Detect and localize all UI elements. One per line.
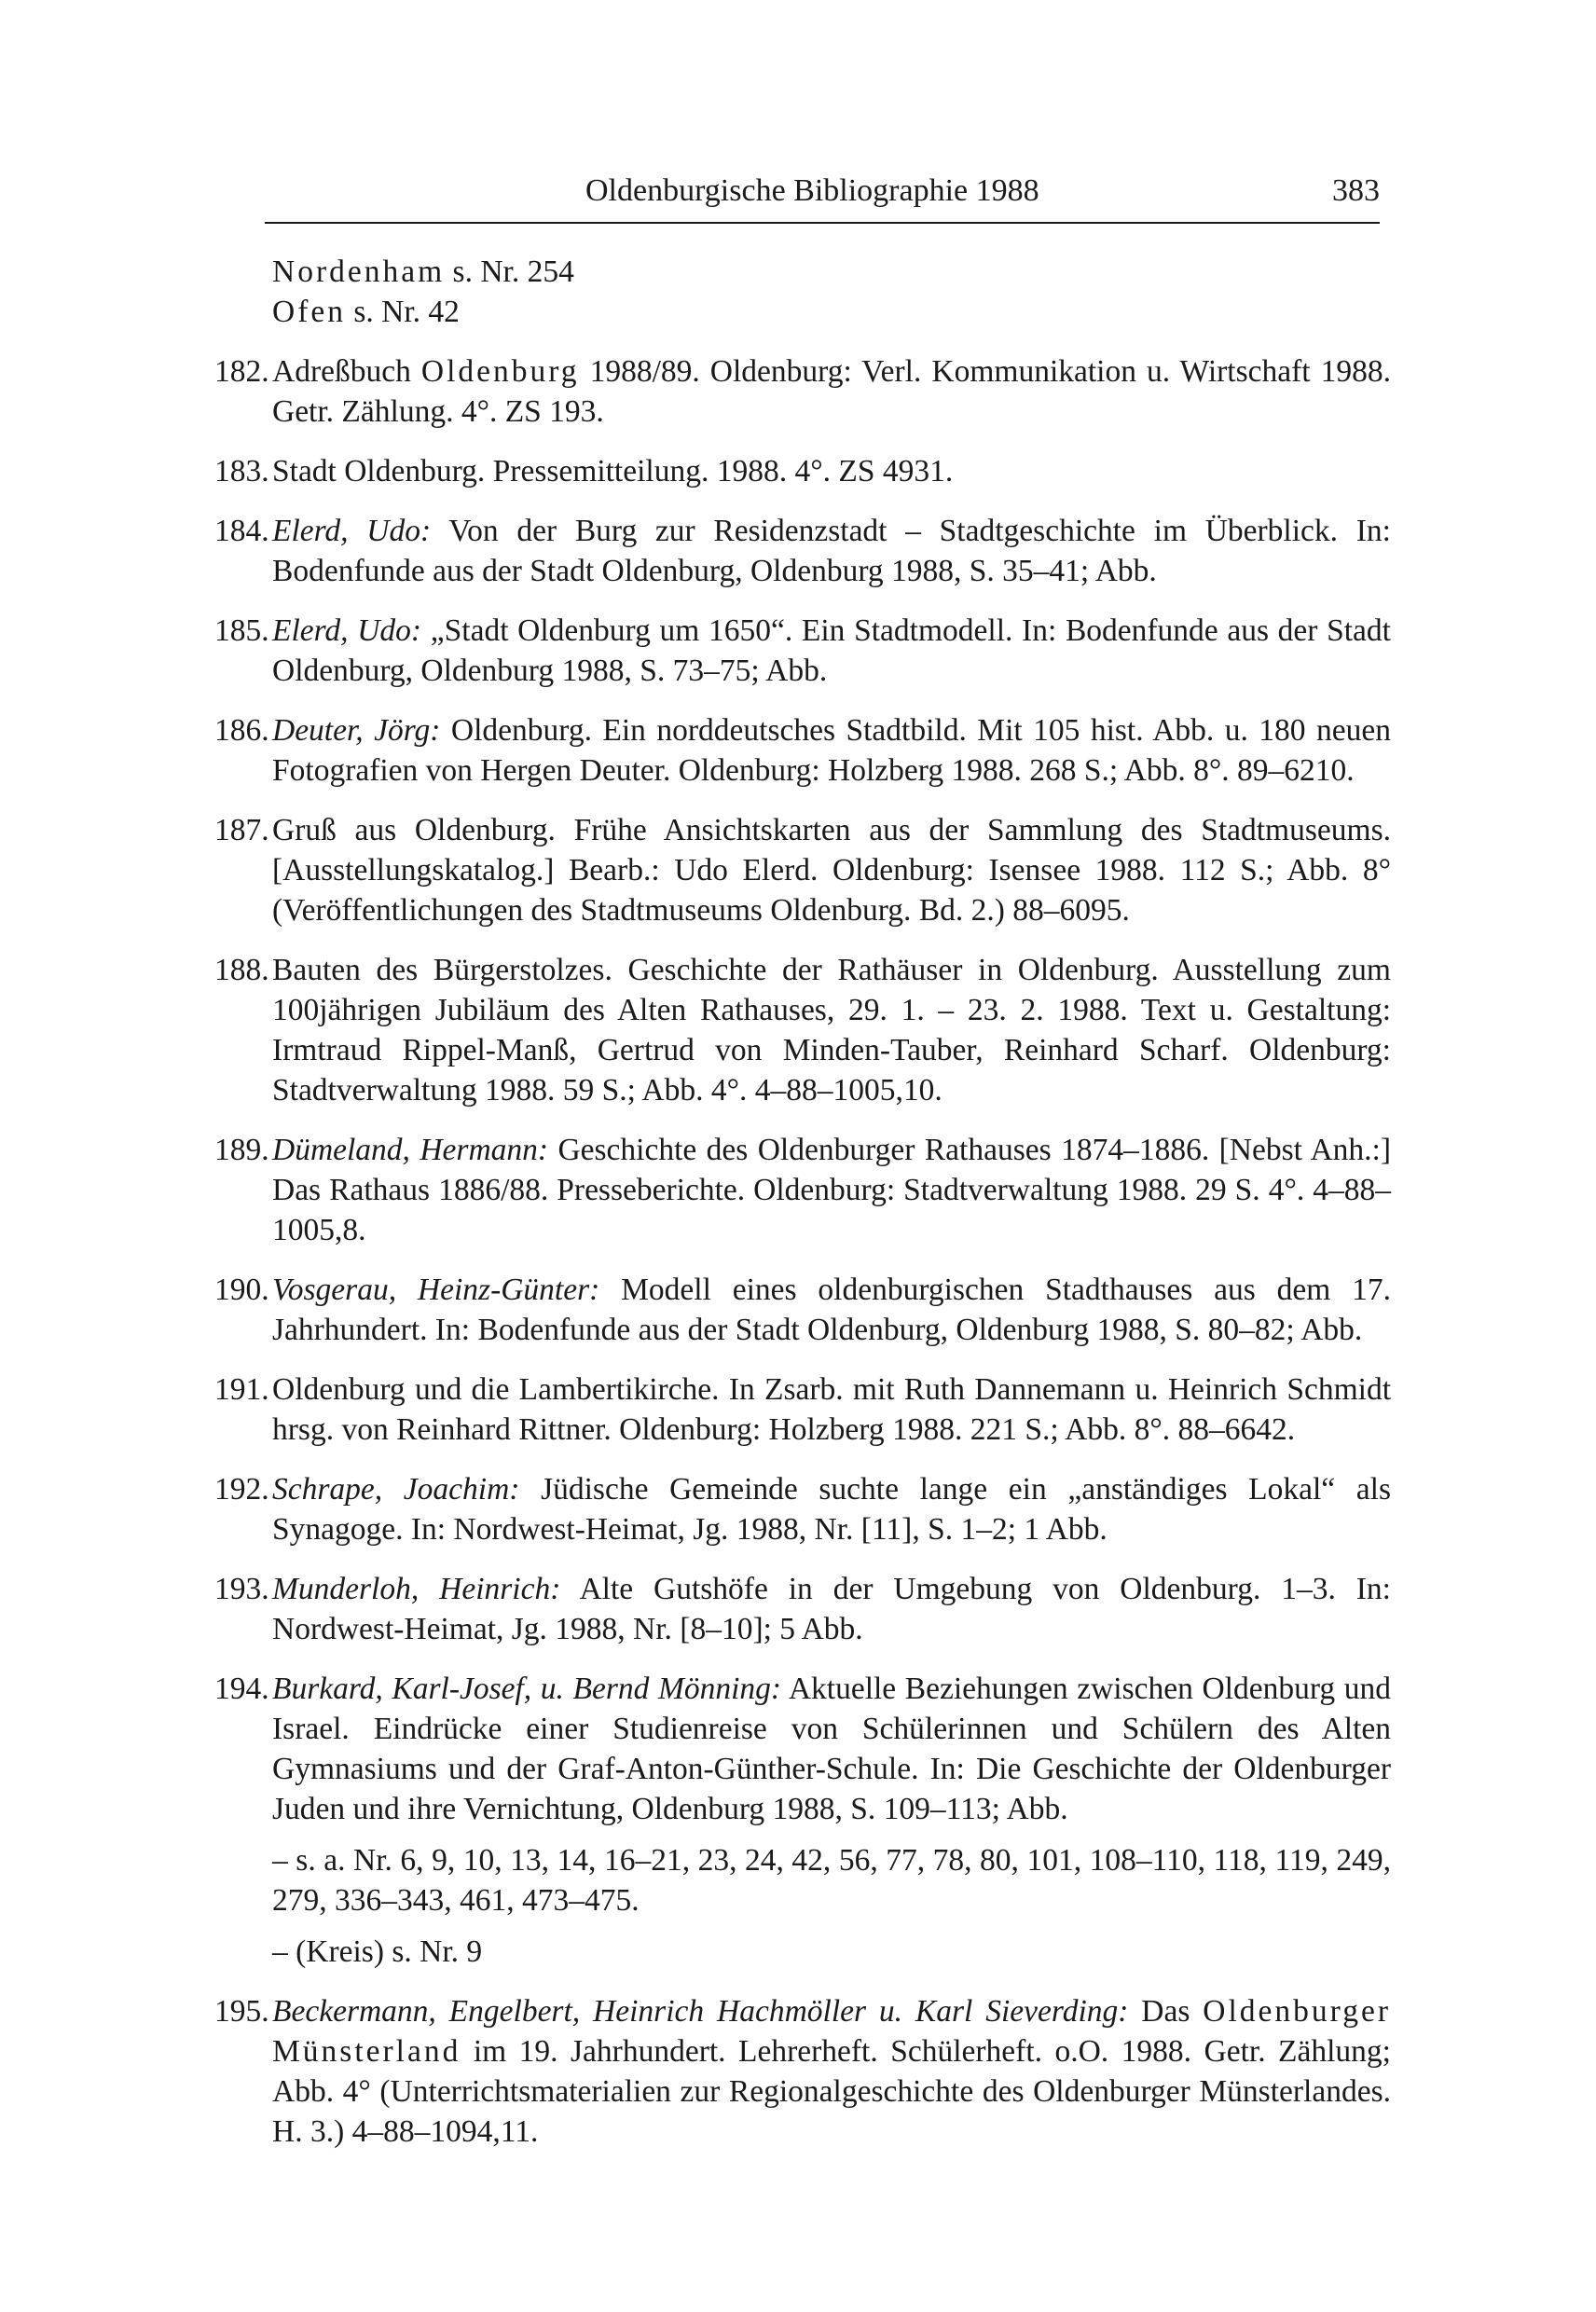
bibliography-body [214, 252, 1391, 2152]
entry-text: Gruß aus Oldenburg. Frühe Ansichtskarten aus der Sammlung des Stadtmuseums. [Ausstellungskatalog.] Bearb.: Udo Elerd. Oldenburg: Isensee 1988. 112 S.; Abb. 8° (Veröffentlichungen des Stadtmuseums Oldenburg. Bd. 2.) 88–6095. [272, 813, 1391, 928]
entry-text: Bauten des Bürgerstolzes. Geschichte der Rathäuser in Oldenburg. Ausstellung zum 100jährigen Jubiläum des Alten Rathauses, 29. 1. – 23. 2. 1988. Text u. Gestaltung: Irmtraud Rippel-Manß, Gertrud von Minden-Tauber, Reinhard Scharf. Oldenburg: Stadtverwaltung 1988. 59 S.; Abb. 4°. 4–88–1005,10. [272, 953, 1391, 1108]
entry-number: 192. [214, 1472, 269, 1507]
entry-author: Munderloh, Heinrich: [272, 1572, 561, 1606]
entry-number: 187. [214, 813, 269, 847]
entry-author: Elerd, Udo: [272, 613, 422, 648]
entry-number: 185. [214, 613, 269, 648]
cross-ref-target: s. Nr. 42 [353, 295, 460, 329]
entry-text: im 19. Jahrhundert. Lehrerheft. Schülerheft. o.O. 1988. Getr. Zählung; Abb. 4° (Unterrichtsmaterialien zur Regionalgeschichte des Oldenburger Münsterlandes. H. 3.) 4–88–1094,11. [272, 2034, 1391, 2149]
entry-text: Von der Burg zur Residenzstadt – Stadtgeschichte im Überblick. In: Bodenfunde aus der Stadt Oldenburg, Oldenburg 1988, S. 35–41; Abb. [272, 514, 1391, 588]
entry-author: Vosgerau, Heinz-Günter: [272, 1273, 600, 1307]
entry-author: Deuter, Jörg: [272, 713, 441, 748]
cross-reference [214, 252, 1391, 292]
cross-ref-place: Nordenham [272, 255, 446, 289]
entry-text: Alte Gutshöfe in der Umgebung von Oldenburg. 1–3. In: Nordwest-Heimat, Jg. 1988, Nr. [8–10]; 5 Abb. [272, 1572, 1391, 1646]
bibliography-entry [214, 710, 1391, 791]
entry-spaced-term: Oldenburg [420, 354, 580, 389]
bibliography-entry [214, 1469, 1391, 1549]
bibliography-entry [214, 1270, 1391, 1350]
entry-number: 193. [214, 1572, 269, 1606]
entry-number: 186. [214, 713, 269, 748]
entry-number: 184. [214, 514, 269, 548]
header-rule [265, 222, 1380, 224]
entry-number: 189. [214, 1133, 269, 1167]
entry-number: 190. [214, 1273, 269, 1307]
bibliography-entry [214, 950, 1391, 1110]
cross-reference [214, 292, 1391, 332]
entry-author: Beckermann, Engelbert, Heinrich Hachmöller u. Karl Sieverding: [272, 1994, 1129, 2029]
entry-number: 188. [214, 953, 269, 987]
entry-text: Adreßbuch [272, 354, 421, 389]
entry-number: 195. [214, 1994, 269, 2029]
entry-text: Oldenburg. Ein norddeutsches Stadtbild. Mit 105 hist. Abb. u. 180 neuen Fotografien von Hergen Deuter. Oldenburg: Holzberg 1988. 268 S.; Abb. 8°. 89–6210. [272, 713, 1391, 788]
entry-text: 1988/89. Oldenburg: Verl. Kommunikation u. Wirtschaft 1988. Getr. Zählung. 4°. ZS 193. [272, 354, 1391, 429]
see-also-line: – s. a. Nr. 6, 9, 10, 13, 14, 16–21, 23, 24, 42, 56, 77, 78, 80, 101, 108–110, 118, 119, 249, 279, 336–343, 461, 473–475. [272, 1843, 1391, 1918]
entry-number: 191. [214, 1372, 269, 1407]
see-kreis-line: – (Kreis) s. Nr. 9 [272, 1934, 483, 1969]
entry-number: 183. [214, 454, 269, 489]
bibliography-entry [214, 1369, 1391, 1450]
entry-text: Aktuelle Beziehungen zwischen Oldenburg und Israel. Eindrücke einer Studienreise von Schülerinnen und Schülern des Alten Gymnasiums und der Graf-Anton-Günther-Schule. In: Die Geschichte der Oldenburger Juden und ihre Vernichtung, Oldenburg 1988, S. 109–113; Abb. [272, 1672, 1391, 1826]
bibliography-entry [214, 451, 1391, 491]
entry-number: 182. [214, 354, 269, 389]
bibliography-entry [214, 511, 1391, 591]
entry-text: Modell eines oldenburgischen Stadthauses aus dem 17. Jahrhundert. In: Bodenfunde aus der Stadt Oldenburg, Oldenburg 1988, S. 80–82; Abb. [272, 1273, 1391, 1347]
bibliography-entry [214, 1991, 1391, 2152]
bibliography-entry [214, 1669, 1391, 1829]
cross-ref-target: s. Nr. 254 [452, 255, 574, 289]
entry-text: Das [1128, 1994, 1204, 2029]
entry-author: Schrape, Joachim: [272, 1472, 520, 1507]
running-title: Oldenburgische Bibliographie 1988 [585, 173, 1039, 208]
entry-text: Stadt Oldenburg. Pressemitteilung. 1988. 4°. ZS 4931. [272, 454, 954, 489]
entry-author: Burkard, Karl-Josef, u. Bernd Mönning: [272, 1672, 782, 1706]
bibliography-entry [214, 611, 1391, 691]
entry-author: Dümeland, Hermann: [272, 1133, 549, 1167]
bibliography-entry [214, 810, 1391, 930]
bibliography-entry [214, 1130, 1391, 1250]
cross-ref-place: Ofen [272, 295, 346, 329]
entry-author: Elerd, Udo: [272, 514, 432, 548]
bibliography-entry [214, 351, 1391, 432]
entry-text: „Stadt Oldenburg um 1650“. Ein Stadtmodell. In: Bodenfunde aus der Stadt Oldenburg, Oldenburg 1988, S. 73–75; Abb. [272, 613, 1391, 688]
entry-text: Oldenburg und die Lambertikirche. In Zsarb. mit Ruth Dannemann u. Heinrich Schmidt hrsg. von Reinhard Rittner. Oldenburg: Holzberg 1988. 221 S.; Abb. 8°. 88–6642. [272, 1372, 1391, 1447]
entry-text: Jüdische Gemeinde suchte lange ein „anständiges Lokal“ als Synagoge. In: Nordwest-Heimat, Jg. 1988, Nr. [11], S. 1–2; 1 Abb. [272, 1472, 1391, 1547]
entry-spaced-term: Oldenburger Münsterland [272, 1994, 1391, 2069]
page-number: 383 [1332, 173, 1380, 208]
page-header [265, 168, 1380, 224]
entry-text: Geschichte des Oldenburger Rathauses 1874–1886. [Nebst Anh.:] Das Rathaus 1886/88. Presseberichte. Oldenburg: Stadtverwaltung 1988. 29 S. 4°. 4–88–1005,8. [272, 1133, 1391, 1247]
bibliography-entry [214, 1569, 1391, 1649]
entry-number: 194. [214, 1672, 269, 1706]
